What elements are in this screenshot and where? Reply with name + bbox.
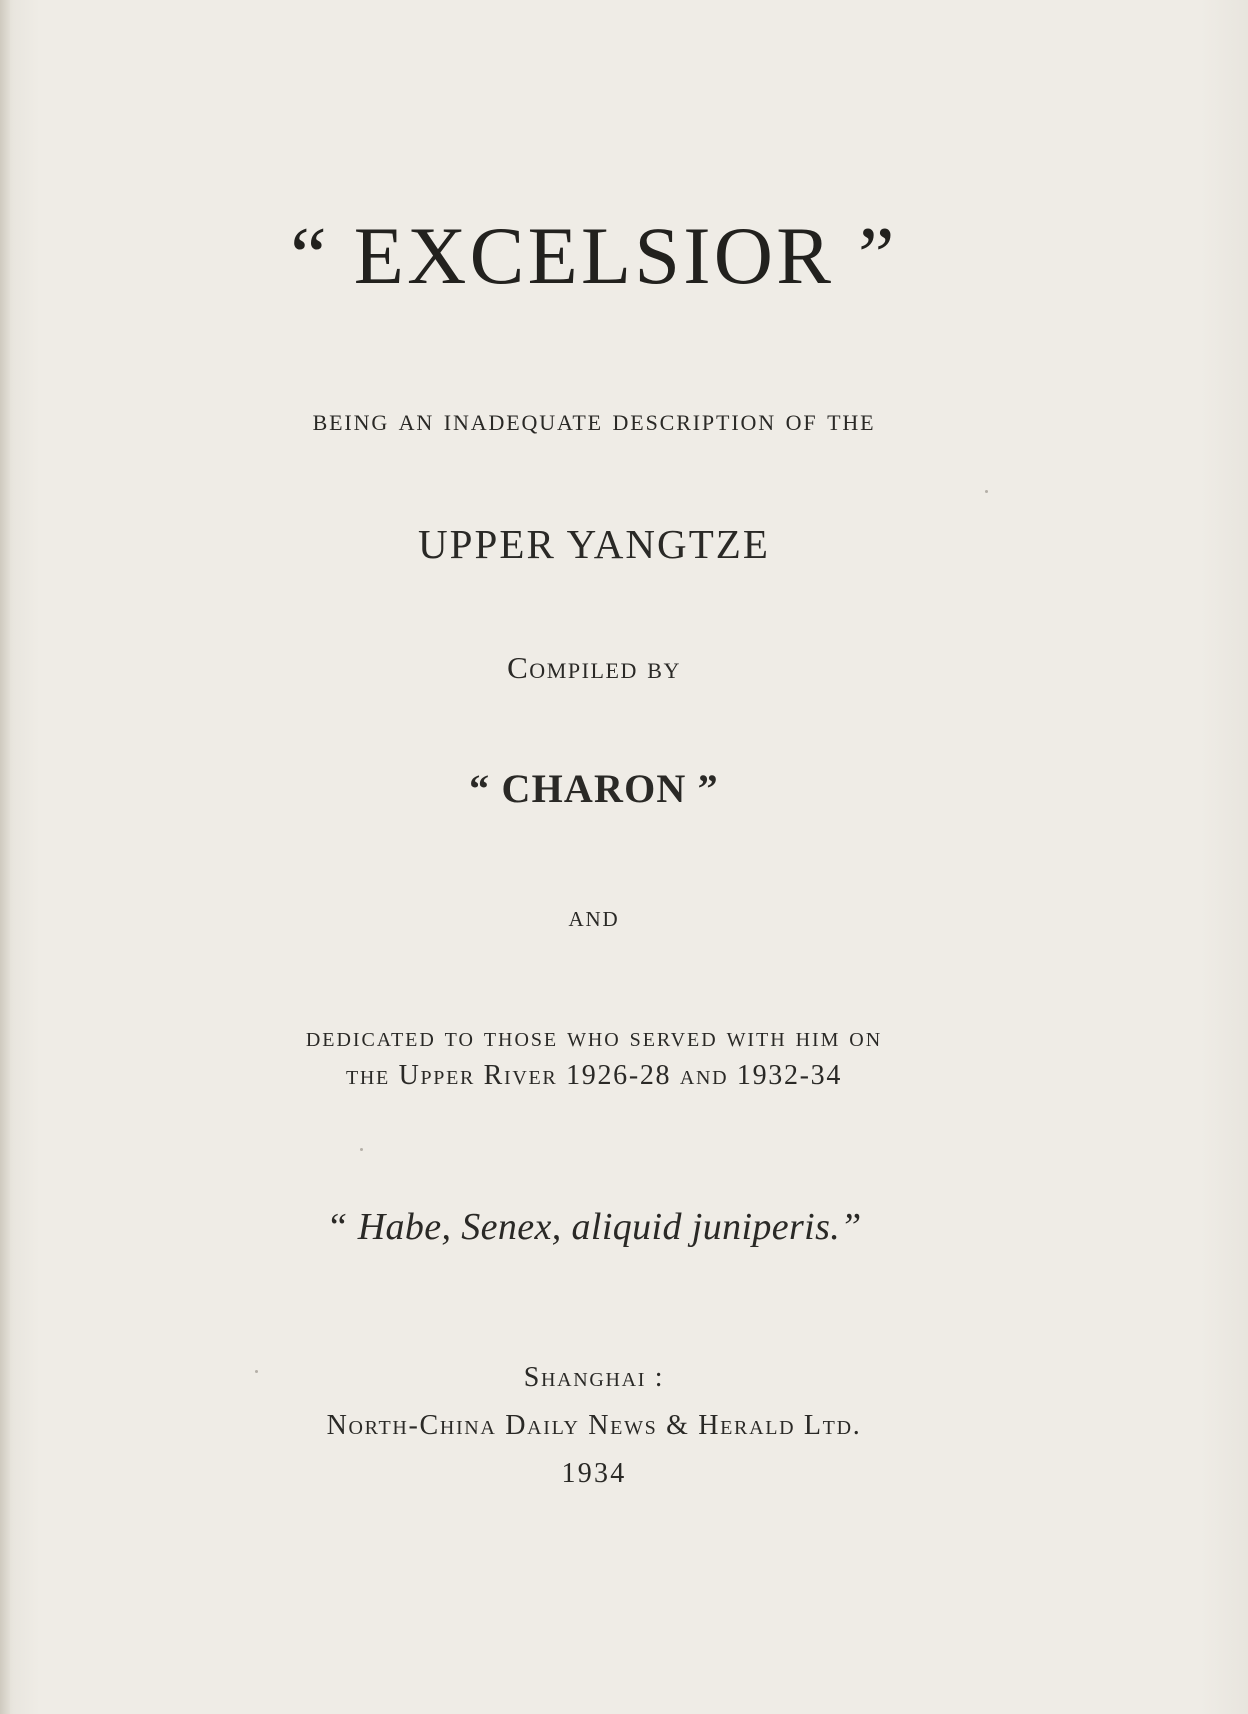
author-pseudonym: “ CHARON ” xyxy=(469,766,719,811)
imprint-publisher: North-China Daily News & Herald Ltd. xyxy=(326,1410,862,1441)
book-title: “ EXCELSIOR ” xyxy=(290,210,898,301)
book-subject: UPPER YANGTZE xyxy=(417,521,770,567)
paper-speck xyxy=(255,1370,258,1373)
dedication-line-2: the Upper River 1926-28 and 1932-34 xyxy=(345,1060,842,1091)
paper-speck xyxy=(985,490,988,493)
paper-speck xyxy=(360,1148,363,1151)
latin-motto: “ Habe, Senex, aliquid juniperis.” xyxy=(326,1206,862,1248)
compiled-by-label: Compiled by xyxy=(507,650,681,685)
imprint-year: 1934 xyxy=(561,1458,627,1489)
and-label: and xyxy=(568,900,620,933)
imprint-place: Shanghai : xyxy=(523,1362,665,1393)
book-subtitle: being an inadequate description of the xyxy=(312,402,876,437)
dedication-line-1: dedicated to those who served with him on xyxy=(305,1022,883,1053)
